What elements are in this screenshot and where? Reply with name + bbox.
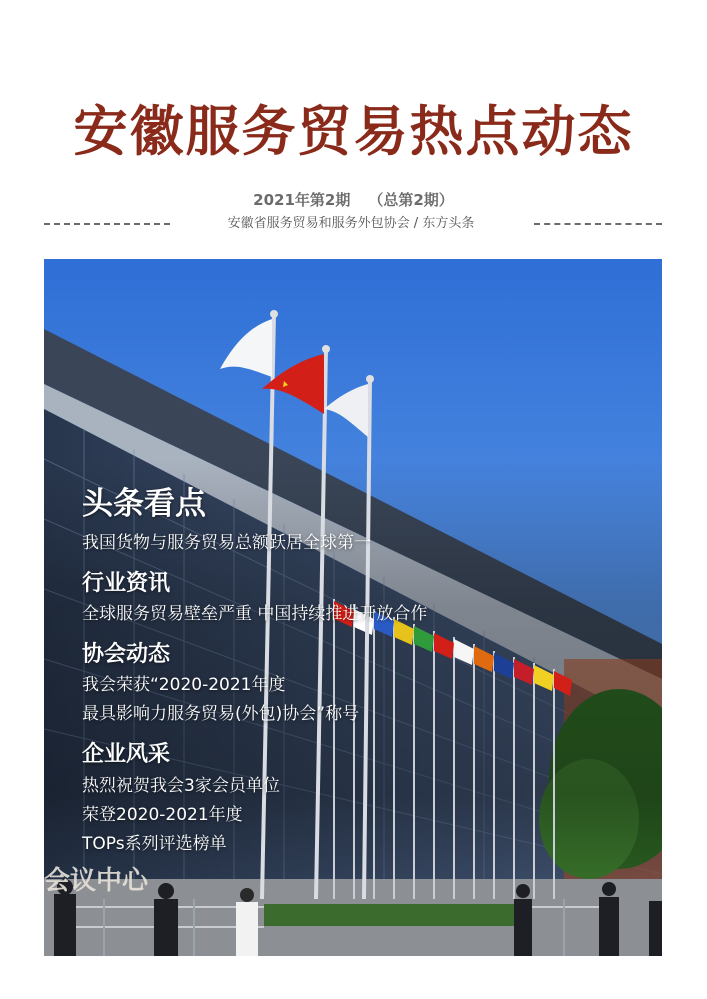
section-heading: 企业风采 (82, 742, 171, 768)
source-row (44, 213, 662, 235)
section-line: 最具影响力服务贸易(外包)协会”称号 (82, 704, 360, 725)
section-line: 我国货物与服务贸易总额跃居全球第一 (82, 533, 371, 554)
section-heading: 行业资讯 (82, 571, 171, 597)
section-heading: 头条看点 (82, 486, 206, 522)
section-line: 荣登2020-2021年度 (82, 804, 243, 825)
section-industry-news (82, 572, 642, 629)
section-headline (82, 487, 642, 558)
cover-photo (44, 259, 662, 956)
section-line: TOPs系列评选榜单 (82, 833, 227, 854)
section-association-news (82, 643, 642, 729)
publisher-source: 安徽省服务贸易和服务外包协会 / 东方头条 (227, 216, 475, 231)
section-line: 全球服务贸易壁垒严重 中国持续推进开放合作 (82, 604, 428, 625)
section-enterprise-showcase (82, 743, 642, 858)
left-dashed-divider (44, 223, 170, 225)
section-heading: 协会动态 (82, 642, 171, 668)
cover-contents (82, 487, 642, 859)
building-sign-text: 会议中心 (44, 866, 149, 896)
section-line: 我会荣获“2020-2021年度 (82, 675, 286, 696)
section-line: 热烈祝贺我会3家会员单位 (82, 775, 280, 796)
issue-number: 2021年第2期 (253, 191, 351, 209)
right-dashed-divider (534, 223, 662, 225)
issue-total: （总第2期） (368, 191, 454, 209)
publication-title: 安徽服务贸易热点动态 (73, 100, 634, 163)
issue-info (0, 190, 707, 210)
